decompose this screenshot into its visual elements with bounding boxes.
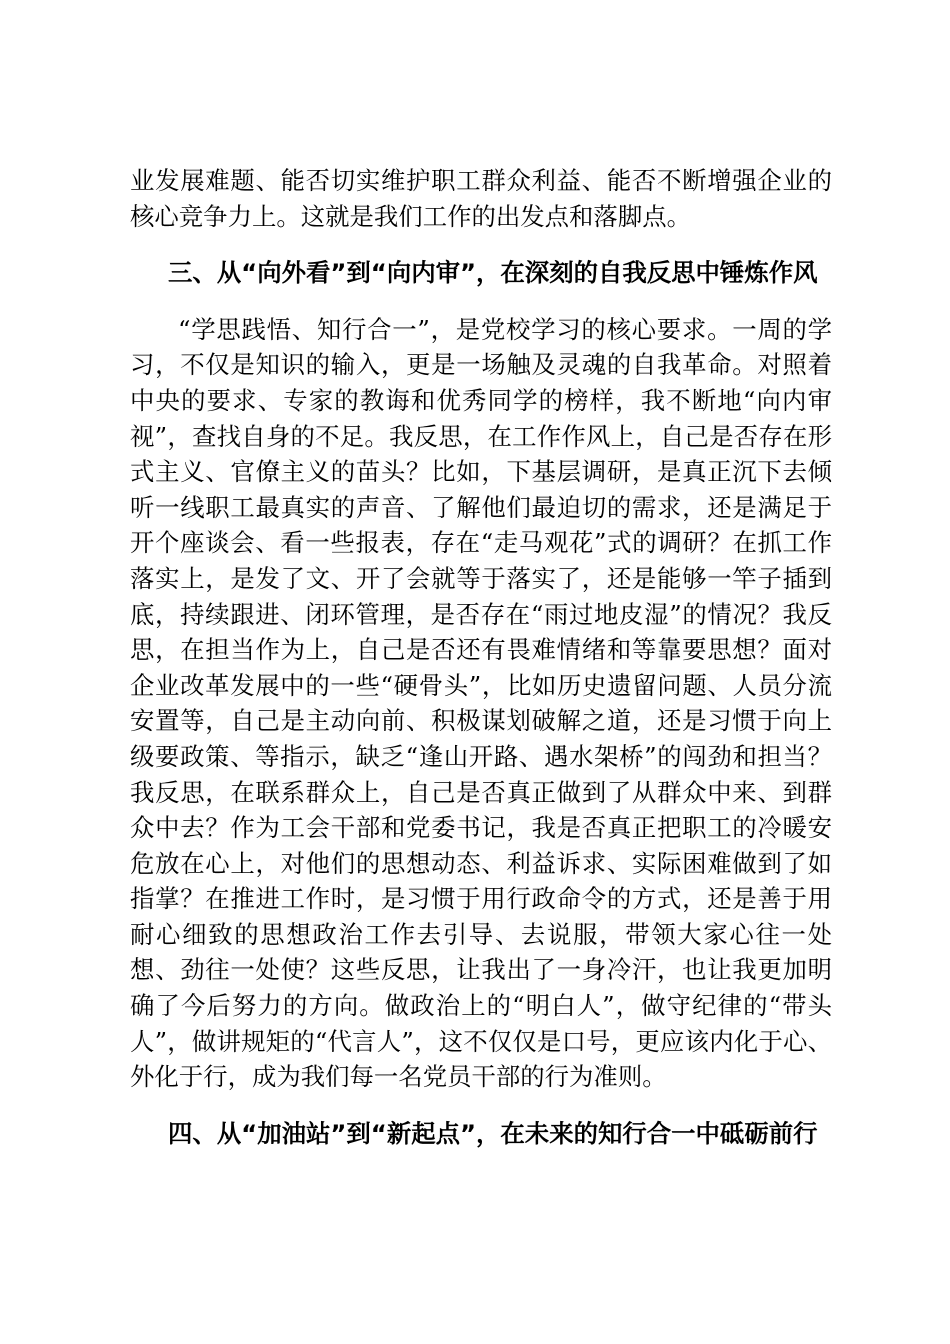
- continuation-paragraph: 业发展难题、能否切实维护职工群众利益、能否不断增强企业的核心竞争力上。这就是我们工作的出发点和落脚点。: [130, 166, 832, 231]
- section-3-body-paragraph: “学思践悟、知行合一”，是党校学习的核心要求。一周的学习，不仅是知识的输入，更是一场触及灵魂的自我革命。对照着中央的要求、专家的教诲和优秀同学的榜样，我不断地“向内审视”，查找自身的不足。我反思，在工作作风上，自己是否存在形式主义、官僚主义的苗头？比如，下基层调研，是真正沉下去倾听一线职工最真实的声音、了解他们最迫切的需求，还是满足于开个座谈会、看一些报表，存在“走马观花”式的调研？在抓工作落实上，是发了文、开了会就等于落实了，还是能够一竿子插到底，持续跟进、闭环管理，是否存在“雨过地皮湿”的情况？我反思，在担当作为上，自己是否还有畏难情绪和等靠要思想？面对企业改革发展中的一些“硬骨头”，比如历史遗留问题、人员分流安置等，自己是主动向前、积极谋划破解之道，还是习惯于向上级要政策、等指示，缺乏“逢山开路、遇水架桥”的闯劲和担当？我反思，在联系群众上，自己是否真正做到了从群众中来、到群众中去？作为工会干部和党委书记，我是否真正把职工的冷暖安危放在心上，对他们的思想动态、利益诉求、实际困难做到了如指掌？在推进工作时，是习惯于用行政命令的方式，还是善于用耐心细致的思想政治工作去引导、去说服，带领大家心往一处想、劲往一处使？这些反思，让我出了一身冷汗，也让我更加明确了今后努力的方向。做政治上的“明白人”，做守纪律的“带头人”，做讲规矩的“代言人”，这不仅仅是口号，更应该内化于心、外化于行，成为我们每一名党员干部的行为准则。: [130, 314, 832, 1092]
- section-3-heading: 三、从“向外看”到“向内审”，在深刻的自我反思中锤炼作风: [168, 258, 818, 288]
- document-page: [130, 163, 832, 1151]
- section-4-heading: 四、从“加油站”到“新起点”，在未来的知行合一中砥砺前行: [168, 1118, 818, 1148]
